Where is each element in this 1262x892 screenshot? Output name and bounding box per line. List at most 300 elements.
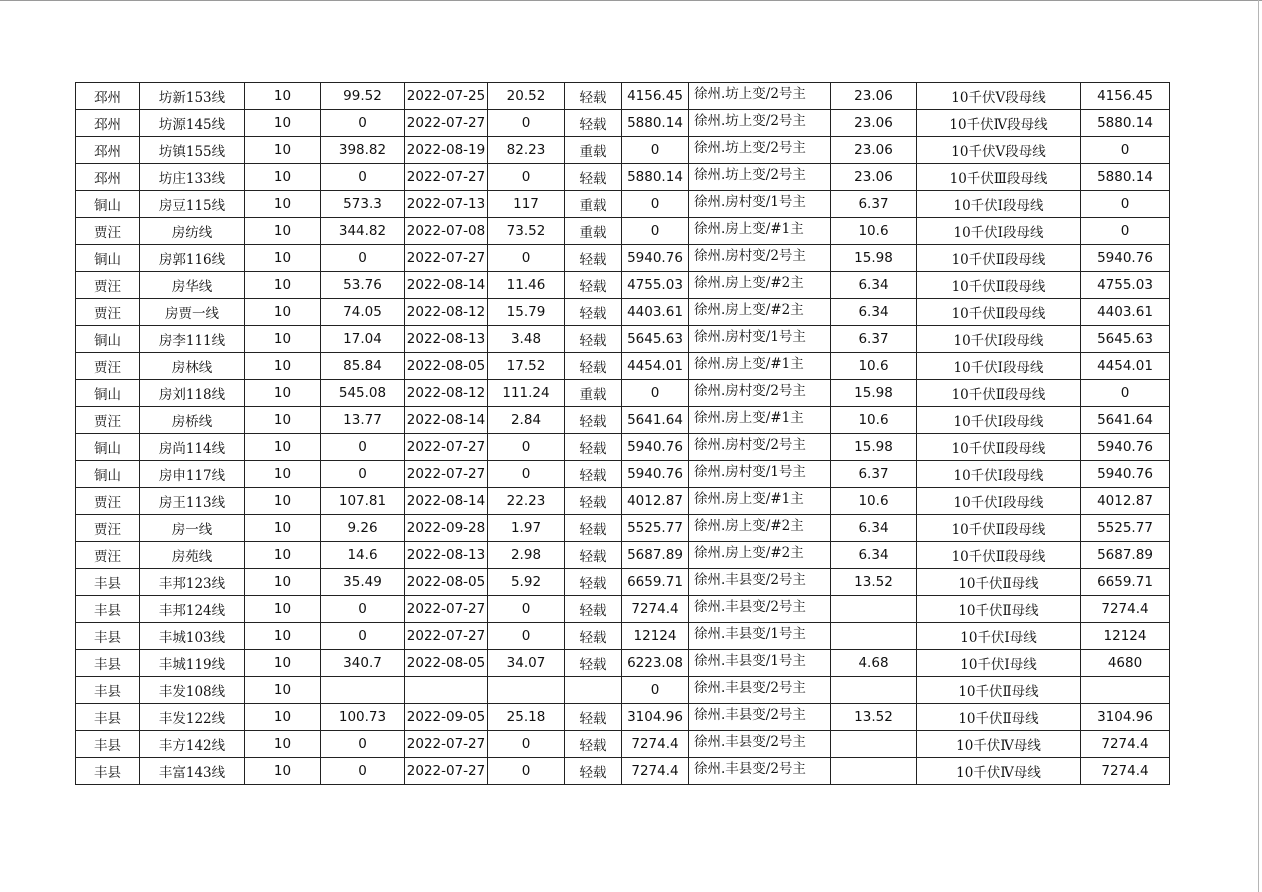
load-status-cell: 轻载: [565, 353, 622, 380]
capacity-cell: 6659.71: [622, 569, 689, 596]
table-row: [76, 380, 1170, 407]
district-cell: 丰县: [76, 704, 140, 731]
transformer-value-cell: [831, 623, 917, 650]
district-cell: 邳州: [76, 110, 140, 137]
substation-cell: 徐州.房村变/2号主: [689, 245, 831, 272]
load-status-cell: 重载: [565, 380, 622, 407]
value-cell: 398.82: [321, 137, 405, 164]
voltage-cell: 10: [245, 164, 321, 191]
line-name-cell: 坊源145线: [140, 110, 245, 137]
date-cell: 2022-07-27: [405, 731, 488, 758]
date-cell: 2022-08-13: [405, 326, 488, 353]
available-capacity-cell: 0: [1081, 137, 1170, 164]
district-cell: 丰县: [76, 758, 140, 785]
table-row: [76, 434, 1170, 461]
rate-cell: 73.52: [488, 218, 565, 245]
available-capacity-cell: 5880.14: [1081, 164, 1170, 191]
date-cell: 2022-08-05: [405, 569, 488, 596]
table-row: [76, 704, 1170, 731]
rate-cell: 25.18: [488, 704, 565, 731]
voltage-cell: 10: [245, 110, 321, 137]
line-name-cell: 房华线: [140, 272, 245, 299]
table-row: [76, 272, 1170, 299]
district-cell: 邳州: [76, 164, 140, 191]
rate-cell: 20.52: [488, 83, 565, 110]
voltage-cell: 10: [245, 245, 321, 272]
value-cell: 545.08: [321, 380, 405, 407]
voltage-cell: 10: [245, 218, 321, 245]
line-name-cell: 坊新153线: [140, 83, 245, 110]
substation-cell: 徐州.房上变/#2主: [689, 299, 831, 326]
transformer-value-cell: 15.98: [831, 245, 917, 272]
load-status-cell: 轻载: [565, 461, 622, 488]
available-capacity-cell: 4403.61: [1081, 299, 1170, 326]
load-status-cell: 轻载: [565, 488, 622, 515]
voltage-cell: 10: [245, 515, 321, 542]
district-cell: 贾汪: [76, 272, 140, 299]
rate-cell: 1.97: [488, 515, 565, 542]
bus-section-cell: 10千伏Ⅱ段母线: [917, 245, 1081, 272]
voltage-cell: 10: [245, 704, 321, 731]
value-cell: 13.77: [321, 407, 405, 434]
voltage-cell: 10: [245, 650, 321, 677]
line-name-cell: 丰富143线: [140, 758, 245, 785]
value-cell: 85.84: [321, 353, 405, 380]
capacity-cell: 6223.08: [622, 650, 689, 677]
available-capacity-cell: 5645.63: [1081, 326, 1170, 353]
substation-cell: 徐州.房村变/1号主: [689, 461, 831, 488]
district-cell: 铜山: [76, 434, 140, 461]
substation-cell: 徐州.房上变/#2主: [689, 272, 831, 299]
load-status-cell: 轻载: [565, 704, 622, 731]
transformer-value-cell: 15.98: [831, 380, 917, 407]
load-status-cell: 轻载: [565, 731, 622, 758]
date-cell: 2022-07-27: [405, 434, 488, 461]
bus-section-cell: 10千伏Ⅴ段母线: [917, 137, 1081, 164]
table-row: [76, 650, 1170, 677]
capacity-cell: 12124: [622, 623, 689, 650]
transformer-value-cell: 23.06: [831, 164, 917, 191]
rate-cell: 3.48: [488, 326, 565, 353]
value-cell: 0: [321, 596, 405, 623]
date-cell: 2022-08-14: [405, 488, 488, 515]
substation-cell: 徐州.丰县变/2号主: [689, 731, 831, 758]
district-cell: 丰县: [76, 731, 140, 758]
substation-cell: 徐州.房村变/1号主: [689, 191, 831, 218]
voltage-cell: 10: [245, 407, 321, 434]
rate-cell: [488, 677, 565, 704]
substation-cell: 徐州.房上变/#1主: [689, 407, 831, 434]
transformer-value-cell: 6.34: [831, 272, 917, 299]
page-right-edge: [1258, 0, 1259, 892]
bus-section-cell: 10千伏Ⅱ段母线: [917, 542, 1081, 569]
available-capacity-cell: 0: [1081, 218, 1170, 245]
substation-cell: 徐州.坊上变/2号主: [689, 110, 831, 137]
transformer-value-cell: 10.6: [831, 407, 917, 434]
transformer-value-cell: 23.06: [831, 110, 917, 137]
voltage-cell: 10: [245, 434, 321, 461]
load-status-cell: 轻载: [565, 596, 622, 623]
table-row: [76, 731, 1170, 758]
substation-cell: 徐州.房村变/2号主: [689, 380, 831, 407]
transformer-value-cell: [831, 596, 917, 623]
table-row: [76, 164, 1170, 191]
line-name-cell: 房苑线: [140, 542, 245, 569]
value-cell: 14.6: [321, 542, 405, 569]
substation-cell: 徐州.房村变/1号主: [689, 326, 831, 353]
line-name-cell: 丰城103线: [140, 623, 245, 650]
rate-cell: 0: [488, 164, 565, 191]
substation-cell: 徐州.丰县变/2号主: [689, 596, 831, 623]
value-cell: 0: [321, 164, 405, 191]
bus-section-cell: 10千伏Ⅰ段母线: [917, 461, 1081, 488]
date-cell: 2022-08-19: [405, 137, 488, 164]
line-name-cell: 房贾一线: [140, 299, 245, 326]
line-name-cell: 房林线: [140, 353, 245, 380]
line-name-cell: 房王113线: [140, 488, 245, 515]
load-status-cell: 轻载: [565, 542, 622, 569]
table-row: [76, 83, 1170, 110]
date-cell: 2022-07-27: [405, 461, 488, 488]
date-cell: 2022-07-27: [405, 623, 488, 650]
date-cell: 2022-07-25: [405, 83, 488, 110]
table-row: [76, 245, 1170, 272]
district-cell: 贾汪: [76, 515, 140, 542]
substation-cell: 徐州.丰县变/2号主: [689, 758, 831, 785]
table-row: [76, 569, 1170, 596]
bus-section-cell: 10千伏Ⅴ段母线: [917, 83, 1081, 110]
capacity-cell: 5940.76: [622, 245, 689, 272]
value-cell: 573.3: [321, 191, 405, 218]
value-cell: 100.73: [321, 704, 405, 731]
date-cell: 2022-07-13: [405, 191, 488, 218]
rate-cell: 0: [488, 596, 565, 623]
substation-cell: 徐州.丰县变/1号主: [689, 650, 831, 677]
voltage-cell: 10: [245, 623, 321, 650]
line-name-cell: 丰发108线: [140, 677, 245, 704]
table-row: [76, 623, 1170, 650]
table-row: [76, 596, 1170, 623]
available-capacity-cell: 5940.76: [1081, 245, 1170, 272]
load-status-cell: 轻载: [565, 110, 622, 137]
available-capacity-cell: 5525.77: [1081, 515, 1170, 542]
load-status-cell: 轻载: [565, 434, 622, 461]
transformer-value-cell: 13.52: [831, 569, 917, 596]
rate-cell: 0: [488, 731, 565, 758]
substation-cell: 徐州.丰县变/2号主: [689, 704, 831, 731]
line-name-cell: 房纺线: [140, 218, 245, 245]
table-row: [76, 515, 1170, 542]
capacity-cell: 4156.45: [622, 83, 689, 110]
substation-cell: 徐州.房上变/#1主: [689, 218, 831, 245]
table-row: [76, 407, 1170, 434]
district-cell: 丰县: [76, 623, 140, 650]
rate-cell: 0: [488, 461, 565, 488]
load-status-cell: 轻载: [565, 650, 622, 677]
line-name-cell: 房申117线: [140, 461, 245, 488]
available-capacity-cell: 6659.71: [1081, 569, 1170, 596]
substation-cell: 徐州.坊上变/2号主: [689, 137, 831, 164]
line-name-cell: 房李111线: [140, 326, 245, 353]
available-capacity-cell: 4012.87: [1081, 488, 1170, 515]
voltage-cell: 10: [245, 191, 321, 218]
date-cell: [405, 677, 488, 704]
capacity-cell: 5880.14: [622, 110, 689, 137]
value-cell: 107.81: [321, 488, 405, 515]
capacity-cell: 0: [622, 137, 689, 164]
line-name-cell: 丰方142线: [140, 731, 245, 758]
line-name-cell: 丰邦124线: [140, 596, 245, 623]
capacity-cell: 5641.64: [622, 407, 689, 434]
load-status-cell: 轻载: [565, 326, 622, 353]
rate-cell: 111.24: [488, 380, 565, 407]
date-cell: 2022-08-14: [405, 272, 488, 299]
voltage-cell: 10: [245, 461, 321, 488]
voltage-cell: 10: [245, 758, 321, 785]
bus-section-cell: 10千伏Ⅱ段母线: [917, 299, 1081, 326]
district-cell: 铜山: [76, 461, 140, 488]
value-cell: 9.26: [321, 515, 405, 542]
rate-cell: 11.46: [488, 272, 565, 299]
line-name-cell: 房一线: [140, 515, 245, 542]
bus-section-cell: 10千伏Ⅰ段母线: [917, 191, 1081, 218]
value-cell: 0: [321, 110, 405, 137]
bus-section-cell: 10千伏Ⅰ段母线: [917, 326, 1081, 353]
available-capacity-cell: 7274.4: [1081, 596, 1170, 623]
value-cell: 0: [321, 245, 405, 272]
substation-cell: 徐州.房村变/2号主: [689, 434, 831, 461]
bus-section-cell: 10千伏Ⅱ段母线: [917, 515, 1081, 542]
available-capacity-cell: 4454.01: [1081, 353, 1170, 380]
table-row: [76, 461, 1170, 488]
date-cell: 2022-07-27: [405, 758, 488, 785]
table-row: [76, 326, 1170, 353]
substation-cell: 徐州.坊上变/2号主: [689, 164, 831, 191]
transformer-value-cell: 6.34: [831, 542, 917, 569]
rate-cell: 82.23: [488, 137, 565, 164]
capacity-cell: 0: [622, 191, 689, 218]
value-cell: [321, 677, 405, 704]
table-row: [76, 677, 1170, 704]
district-cell: 丰县: [76, 650, 140, 677]
date-cell: 2022-07-27: [405, 245, 488, 272]
line-name-cell: 房尚114线: [140, 434, 245, 461]
value-cell: 0: [321, 731, 405, 758]
capacity-cell: 4403.61: [622, 299, 689, 326]
load-status-cell: 重载: [565, 191, 622, 218]
substation-cell: 徐州.房上变/#2主: [689, 515, 831, 542]
transformer-value-cell: 6.37: [831, 191, 917, 218]
substation-cell: 徐州.坊上变/2号主: [689, 83, 831, 110]
district-cell: 丰县: [76, 677, 140, 704]
page-top-edge: [0, 0, 1262, 1]
substation-cell: 徐州.房上变/#2主: [689, 542, 831, 569]
rate-cell: 0: [488, 623, 565, 650]
transformer-value-cell: 23.06: [831, 83, 917, 110]
available-capacity-cell: 5641.64: [1081, 407, 1170, 434]
line-name-cell: 丰城119线: [140, 650, 245, 677]
bus-section-cell: 10千伏Ⅰ段母线: [917, 353, 1081, 380]
date-cell: 2022-07-08: [405, 218, 488, 245]
voltage-cell: 10: [245, 299, 321, 326]
voltage-cell: 10: [245, 137, 321, 164]
rate-cell: 15.79: [488, 299, 565, 326]
date-cell: 2022-08-12: [405, 380, 488, 407]
district-cell: 邳州: [76, 137, 140, 164]
rate-cell: 0: [488, 110, 565, 137]
bus-section-cell: 10千伏Ⅱ段母线: [917, 380, 1081, 407]
bus-section-cell: 10千伏Ⅱ母线: [917, 569, 1081, 596]
rate-cell: 0: [488, 758, 565, 785]
transformer-value-cell: [831, 677, 917, 704]
line-name-cell: 坊庄133线: [140, 164, 245, 191]
capacity-cell: 7274.4: [622, 731, 689, 758]
district-cell: 贾汪: [76, 218, 140, 245]
transformer-value-cell: 10.6: [831, 218, 917, 245]
bus-section-cell: 10千伏Ⅱ段母线: [917, 272, 1081, 299]
voltage-cell: 10: [245, 542, 321, 569]
district-cell: 铜山: [76, 245, 140, 272]
table-row: [76, 488, 1170, 515]
voltage-cell: 10: [245, 326, 321, 353]
date-cell: 2022-08-05: [405, 650, 488, 677]
substation-cell: 徐州.房上变/#1主: [689, 353, 831, 380]
date-cell: 2022-07-27: [405, 164, 488, 191]
substation-cell: 徐州.丰县变/2号主: [689, 677, 831, 704]
bus-section-cell: 10千伏Ⅳ母线: [917, 731, 1081, 758]
date-cell: 2022-08-12: [405, 299, 488, 326]
available-capacity-cell: 12124: [1081, 623, 1170, 650]
value-cell: 0: [321, 434, 405, 461]
line-name-cell: 房豆115线: [140, 191, 245, 218]
table-row: [76, 758, 1170, 785]
bus-section-cell: 10千伏Ⅰ段母线: [917, 488, 1081, 515]
voltage-cell: 10: [245, 488, 321, 515]
available-capacity-cell: 0: [1081, 380, 1170, 407]
value-cell: 340.7: [321, 650, 405, 677]
rate-cell: 117: [488, 191, 565, 218]
table-row: [76, 542, 1170, 569]
transformer-value-cell: [831, 731, 917, 758]
line-name-cell: 坊镇155线: [140, 137, 245, 164]
district-cell: 贾汪: [76, 353, 140, 380]
date-cell: 2022-08-14: [405, 407, 488, 434]
load-status-cell: 轻载: [565, 623, 622, 650]
transformer-value-cell: 23.06: [831, 137, 917, 164]
date-cell: 2022-09-28: [405, 515, 488, 542]
capacity-cell: 4012.87: [622, 488, 689, 515]
capacity-cell: 5687.89: [622, 542, 689, 569]
rate-cell: 17.52: [488, 353, 565, 380]
capacity-cell: 4755.03: [622, 272, 689, 299]
load-status-cell: 轻载: [565, 758, 622, 785]
load-status-cell: 轻载: [565, 164, 622, 191]
available-capacity-cell: 7274.4: [1081, 731, 1170, 758]
voltage-cell: 10: [245, 353, 321, 380]
bus-section-cell: 10千伏Ⅳ母线: [917, 758, 1081, 785]
rate-cell: 22.23: [488, 488, 565, 515]
value-cell: 0: [321, 623, 405, 650]
capacity-cell: 5525.77: [622, 515, 689, 542]
voltage-cell: 10: [245, 380, 321, 407]
substation-cell: 徐州.房上变/#1主: [689, 488, 831, 515]
line-name-cell: 房桥线: [140, 407, 245, 434]
capacity-cell: 0: [622, 218, 689, 245]
load-status-cell: 轻载: [565, 83, 622, 110]
bus-section-cell: 10千伏Ⅰ段母线: [917, 218, 1081, 245]
available-capacity-cell: 0: [1081, 191, 1170, 218]
table-body: [76, 83, 1170, 785]
district-cell: 贾汪: [76, 488, 140, 515]
bus-section-cell: 10千伏Ⅱ母线: [917, 677, 1081, 704]
transformer-value-cell: 6.37: [831, 461, 917, 488]
available-capacity-cell: 3104.96: [1081, 704, 1170, 731]
available-capacity-cell: 4755.03: [1081, 272, 1170, 299]
bus-section-cell: 10千伏Ⅳ段母线: [917, 110, 1081, 137]
value-cell: 0: [321, 758, 405, 785]
load-status-cell: 重载: [565, 218, 622, 245]
capacity-cell: 5645.63: [622, 326, 689, 353]
available-capacity-cell: [1081, 677, 1170, 704]
line-name-cell: 房郭116线: [140, 245, 245, 272]
available-capacity-cell: 7274.4: [1081, 758, 1170, 785]
table-row: [76, 110, 1170, 137]
value-cell: 35.49: [321, 569, 405, 596]
transformer-value-cell: 6.34: [831, 299, 917, 326]
available-capacity-cell: 5687.89: [1081, 542, 1170, 569]
rate-cell: 5.92: [488, 569, 565, 596]
load-status-cell: 轻载: [565, 299, 622, 326]
district-cell: 贾汪: [76, 299, 140, 326]
district-cell: 铜山: [76, 326, 140, 353]
table-row: [76, 191, 1170, 218]
load-status-cell: 轻载: [565, 515, 622, 542]
available-capacity-cell: 4156.45: [1081, 83, 1170, 110]
capacity-cell: 7274.4: [622, 758, 689, 785]
value-cell: 53.76: [321, 272, 405, 299]
date-cell: 2022-09-05: [405, 704, 488, 731]
load-status-cell: [565, 677, 622, 704]
value-cell: 0: [321, 461, 405, 488]
district-cell: 贾汪: [76, 407, 140, 434]
line-name-cell: 丰发122线: [140, 704, 245, 731]
bus-section-cell: 10千伏Ⅱ母线: [917, 704, 1081, 731]
voltage-cell: 10: [245, 83, 321, 110]
voltage-cell: 10: [245, 272, 321, 299]
line-name-cell: 房刘118线: [140, 380, 245, 407]
district-cell: 邳州: [76, 83, 140, 110]
available-capacity-cell: 5940.76: [1081, 461, 1170, 488]
load-status-cell: 重载: [565, 137, 622, 164]
load-status-cell: 轻载: [565, 569, 622, 596]
date-cell: 2022-07-27: [405, 596, 488, 623]
value-cell: 17.04: [321, 326, 405, 353]
date-cell: 2022-08-05: [405, 353, 488, 380]
table-row: [76, 299, 1170, 326]
transformer-value-cell: 4.68: [831, 650, 917, 677]
voltage-cell: 10: [245, 569, 321, 596]
rate-cell: 0: [488, 434, 565, 461]
capacity-cell: 0: [622, 677, 689, 704]
transformer-value-cell: 15.98: [831, 434, 917, 461]
date-cell: 2022-07-27: [405, 110, 488, 137]
transformer-value-cell: [831, 758, 917, 785]
rate-cell: 34.07: [488, 650, 565, 677]
rate-cell: 2.84: [488, 407, 565, 434]
feeder-load-table: [75, 82, 1170, 785]
load-status-cell: 轻载: [565, 272, 622, 299]
available-capacity-cell: 5880.14: [1081, 110, 1170, 137]
